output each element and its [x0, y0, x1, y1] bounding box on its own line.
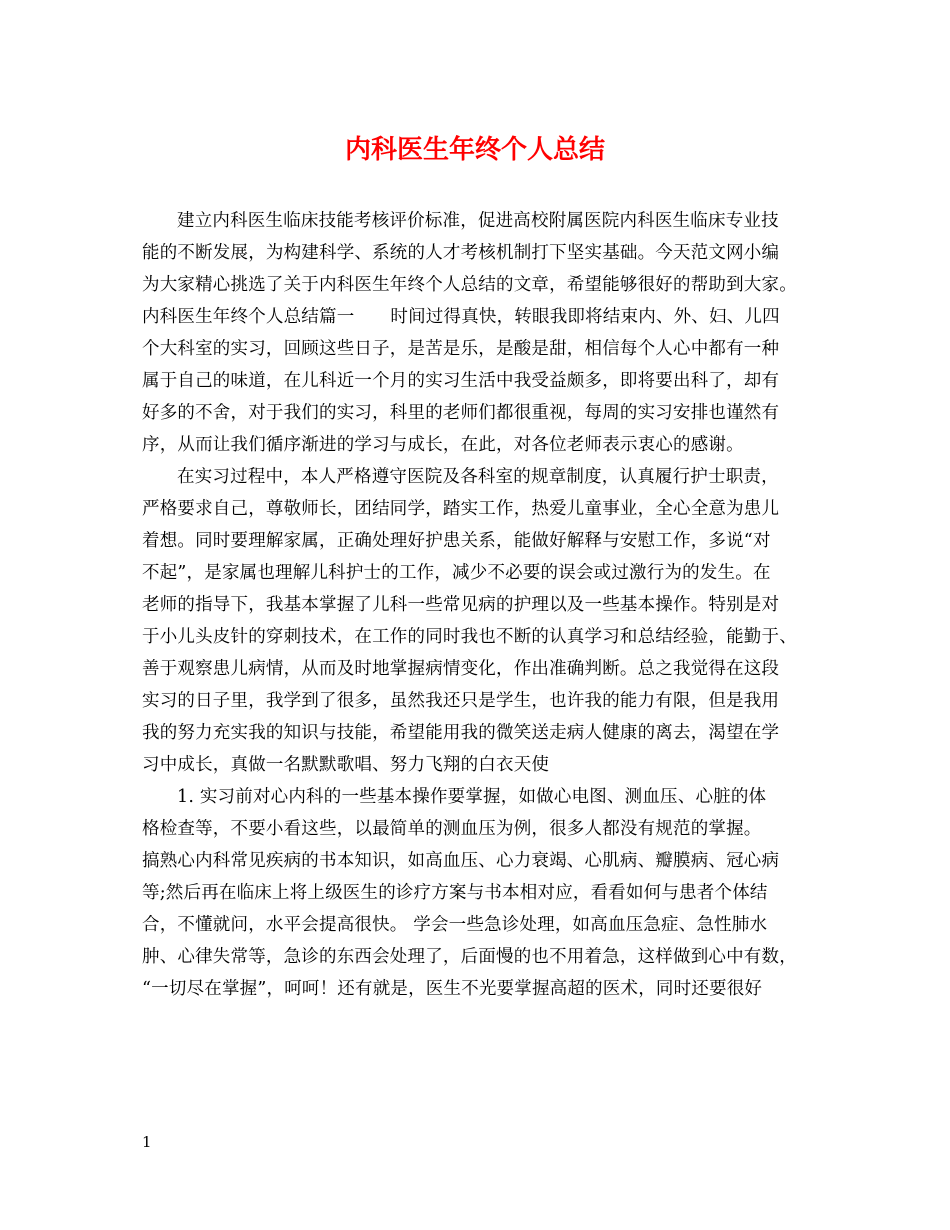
text-line: 1. 实习前对心内科的一些基本操作要掌握，如做心电图、测血压、心脏的体 [177, 787, 767, 807]
text-line: 我的努力充实我的知识与技能，希望能用我的微笑送走病人健康的离去，渴望在学 [142, 723, 780, 743]
text-line [142, 301, 822, 333]
text-line: 于小儿头皮针的穿刺技术，在工作的同时我也不断的认真学习和总结经验，能勤于、 [142, 627, 797, 647]
text-line: 实习的日子里，我学到了很多，虽然我还只是学生，也许我的能力有限，但是我用 [142, 691, 780, 711]
text-line: 能的不断发展，为构建科学、系统的人才考核机制打下坚实基础。今天范文网小编 [142, 243, 780, 263]
text-line: 格检查等，不要小看这些，以最简单的测血压为例，很多人都没有规范的掌握。 [142, 819, 762, 839]
text-line: 习中成长，真做一名默默歌唱、努力飞翔的白衣天使 [142, 755, 550, 775]
text-line: 序，从而让我们循序渐进的学习与成长，在此，对各位老师表示衷心的感谢。 [142, 435, 744, 455]
text-line: 在实习过程中，本人严格遵守医院及各科室的规章制度，认真履行护士职责， [177, 467, 779, 487]
text-line: 不起”，是家属也理解儿科护士的工作，减少不必要的误会或过激行为的发生。在 [142, 563, 771, 583]
text-line: 属于自己的味道，在儿科近一个月的实习生活中我受益颇多，即将要出科了，却有 [142, 371, 780, 391]
text-line: 肿、心律失常等，急诊的东西会处理了，后面慢的也不用着急，这样做到心中有数， [142, 947, 797, 967]
text-line: 严格要求自己，尊敬师长，团结同学，踏实工作，热爱儿童事业，全心全意为患儿 [142, 499, 780, 519]
text-line: 搞熟心内科常见疾病的书本知识，如高血压、心力衰竭、心肌病、瓣膜病、冠心病 [142, 851, 780, 871]
text-line: 老师的指导下，我基本掌握了儿科一些常见病的护理以及一些基本操作。特别是对 [142, 595, 780, 615]
text-line: 等;然后再在临床上将上级医生的诊疗方案与书本相对应，看看如何与患者个体结 [142, 883, 768, 903]
text-line: 合，不懂就问，水平会提高很快。 学会一些急诊处理，如高血压急症、急性肺水 [142, 915, 768, 935]
text-line: 着想。同时要理解家属，正确处理好护患关系，能做好解释与安慰工作，多说“对 [142, 531, 771, 551]
document-body [142, 205, 822, 1005]
text-line: 好多的不舍，对于我们的实习，科里的老师们都很重视，每周的实习安排也谨然有 [142, 403, 780, 423]
page-number: 1 [142, 1133, 152, 1151]
text-line: 建立内科医生临床技能考核评价标准，促进高校附属医院内科医生临床专业技 [177, 211, 779, 231]
text-line: 个大科室的实习，回顾这些日子，是苦是乐，是酸是甜，相信每个人心中都有一种 [142, 339, 780, 359]
page-title: 内科医生年终个人总结 [344, 135, 605, 165]
section-heading: 内科医生年终个人总结篇一 [142, 307, 355, 327]
text-line: 为大家精心挑选了关于内科医生年终个人总结的文章，希望能够很好的帮助到大家。 [142, 275, 797, 295]
text-line: “一切尽在掌握”，呵呵！还有就是，医生不光要掌握高超的医术，同时还要很好 [142, 979, 763, 999]
text-line: 善于观察患儿病情，从而及时地掌握病情变化，作出准确判断。总之我觉得在这段 [142, 659, 780, 679]
text-segment: 时间过得真快，转眼我即将结束内、外、妇、儿四 [390, 307, 780, 327]
